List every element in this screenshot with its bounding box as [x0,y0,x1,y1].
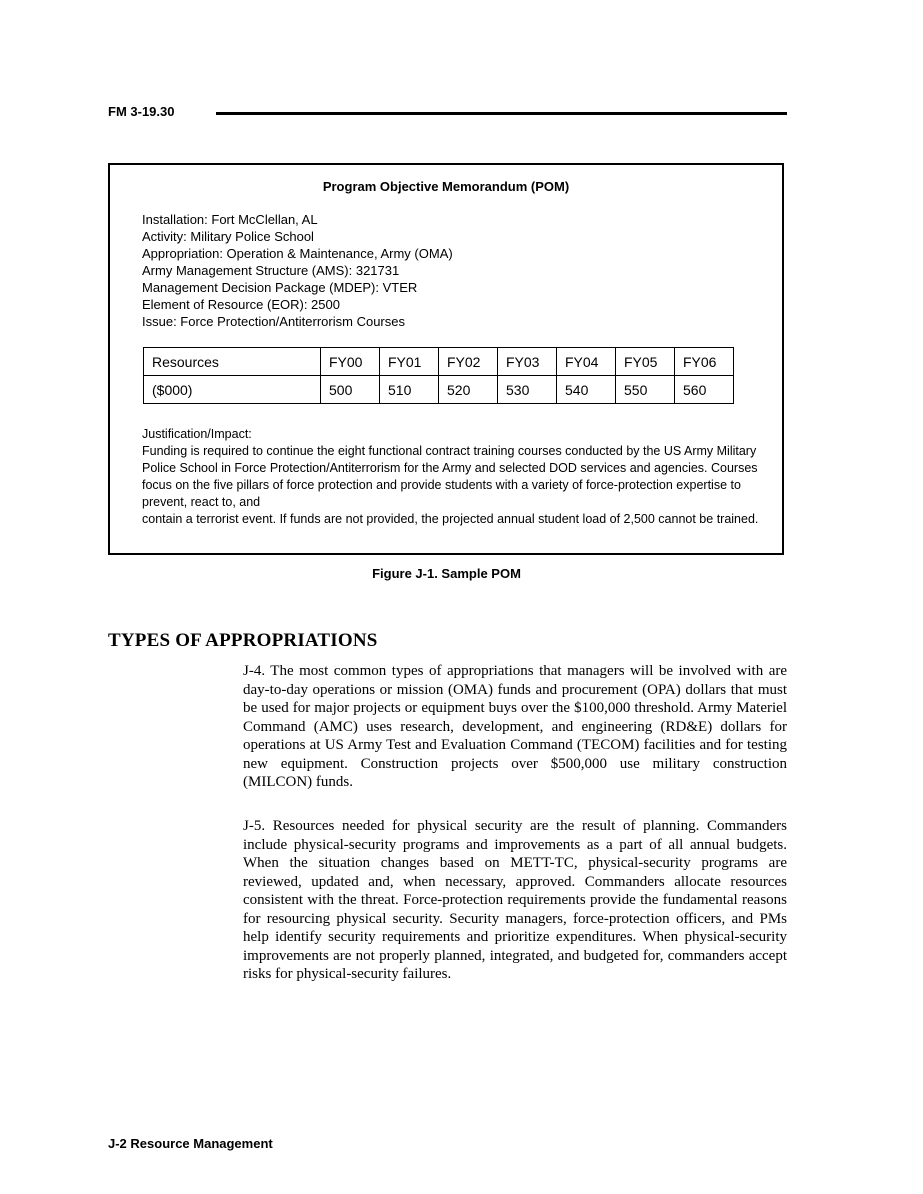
table-cell: 510 [380,376,439,404]
table-header-row [144,348,734,376]
pom-field-mdep: Management Decision Package (MDEP): VTER [142,280,418,295]
table-header-cell: FY01 [380,348,439,376]
table-cell: 530 [498,376,557,404]
justification-text-continued: contain a terrorist event. If funds are not provided, the projected annual student load of 2,500 cannot be trained. [142,512,759,526]
pom-fields [142,211,453,330]
table-cell: 540 [557,376,616,404]
pom-field-installation: Installation: Fort McClellan, AL [142,212,318,227]
table-header-cell: FY04 [557,348,616,376]
pom-field-eor: Element of Resource (EOR): 2500 [142,297,340,312]
table-header-cell: FY05 [616,348,675,376]
figure-caption: Figure J-1. Sample POM [372,566,521,581]
justification-label: Justification/Impact: [142,427,252,441]
pom-field-activity: Activity: Military Police School [142,229,314,244]
section-heading: TYPES OF APPROPRIATIONS [108,630,378,651]
resources-table [143,347,734,404]
pom-field-ams: Army Management Structure (AMS): 321731 [142,263,400,278]
table-header-cell: FY00 [321,348,380,376]
justification-block [142,426,762,528]
table-cell: 560 [675,376,734,404]
table-row [144,376,734,404]
page-footer: J-2 Resource Management [108,1136,273,1151]
table-header-cell: FY06 [675,348,734,376]
table-cell: ($000) [144,376,321,404]
table-cell: 500 [321,376,380,404]
pom-field-appropriation: Appropriation: Operation & Maintenance, Army (OMA) [142,246,453,261]
paragraph-j5: J-5. Resources needed for physical security are the result of planning. Commanders include physical-security programs and improvements as a part of all annual budgets. When the situation changes based on METT-TC, physical-security programs are reviewed, updated and, when necessary, approved. Commanders allocate resources consistent with the threat. Force-protection requirements provide the fundamental reasons for resourcing physical security. Security managers, force-protection officers, and PMs help identify security requirements and prioritize expenditures. When physical-security improvements are not properly planned, integrated, and budgeted for, commanders accept risks for physical-security failures. [243,818,787,982]
table-header-cell: Resources [144,348,321,376]
table-cell: 550 [616,376,675,404]
pom-title: Program Objective Memorandum (POM) [322,179,570,194]
table-header-cell: FY02 [439,348,498,376]
table-cell: 520 [439,376,498,404]
pom-figure-box [108,163,784,555]
justification-text: Funding is required to continue the eight functional contract training courses conducted by the US Army Military Police School in Force Protection/Antiterrorism for the Army and selected DOD services and agencies. Courses focus on the five pillars of force protection and provide students with a variety of force-protection expertise to prevent, react to, and [142,444,758,509]
header-rule [216,112,787,115]
running-header: FM 3-19.30 [108,104,175,119]
pom-field-issue: Issue: Force Protection/Antiterrorism Courses [142,314,405,329]
table-header-cell: FY03 [498,348,557,376]
paragraph-j4: J-4. The most common types of appropriations that managers will be involved with are day-to-day operations or mission (OMA) funds and procurement (OPA) dollars that must be used for major projects or equipment buys over the $100,000 threshold. Army Materiel Command (AMC) uses research, development, and engineering (RD&E) dollars for operations at US Army Test and Evaluation Command (TECOM) facilities and for testing new equipment. Construction projects over $500,000 use military construction (MILCON) funds. [243,663,787,790]
